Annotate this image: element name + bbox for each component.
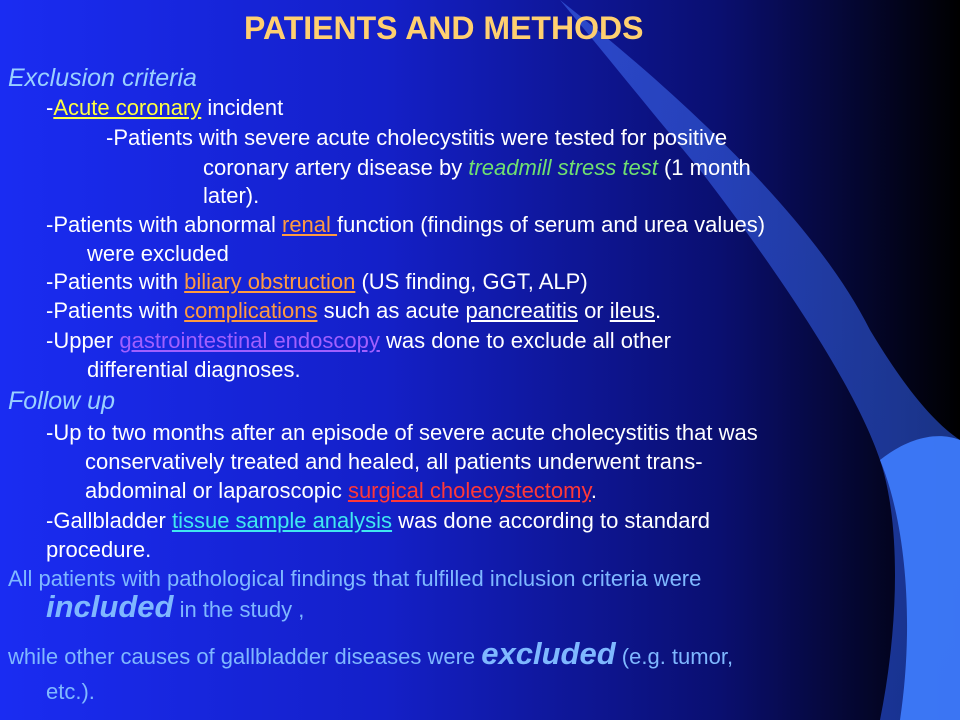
- exclusion-line-7: -Patients with biliary obstruction (US finding, GGT, ALP): [46, 269, 588, 294]
- closing-line-2: included in the study ,: [46, 589, 305, 624]
- closing-line-3: while other causes of gallbladder diseases were excluded (e.g. tumor,: [8, 636, 734, 671]
- followup-line-2: conservatively treated and healed, all patients underwent trans-: [85, 449, 703, 474]
- exclusion-heading: Exclusion criteria: [8, 64, 197, 92]
- slide-title: PATIENTS AND METHODS: [244, 10, 644, 46]
- closing-line-4: etc.).: [46, 679, 95, 704]
- ileus-text: ileus: [609, 298, 655, 323]
- followup-line-1: -Up to two months after an episode of severe acute cholecystitis that was: [46, 420, 758, 445]
- exclusion-line-10: differential diagnoses.: [87, 357, 301, 382]
- exclusion-line-8: -Patients with complications such as acute pancreatitis or ileus.: [46, 298, 662, 323]
- acute-coronary-link[interactable]: Acute coronary: [53, 95, 202, 120]
- complications-link[interactable]: complications: [184, 298, 318, 323]
- exclusion-line-4: later).: [203, 183, 260, 208]
- followup-line-3: abdominal or laparoscopic surgical cholecystectomy.: [85, 478, 597, 503]
- tissue-sample-analysis-link[interactable]: tissue sample analysis: [171, 508, 393, 533]
- decorative-swoosh: [560, 0, 960, 720]
- exclusion-line-5: -Patients with abnormal renal function (findings of serum and urea values): [46, 212, 766, 237]
- exclusion-line-9: -Upper gastrointestinal endoscopy was done to exclude all other: [46, 328, 671, 353]
- renal-link[interactable]: renal: [282, 212, 338, 237]
- included-emphasis: included: [46, 589, 174, 624]
- surgical-cholecystectomy-link[interactable]: surgical cholecystectomy: [347, 478, 591, 503]
- followup-line-4: -Gallbladder tissue sample analysis was done according to standard: [46, 508, 711, 533]
- exclusion-line-6: were excluded: [87, 241, 229, 266]
- followup-line-5: procedure.: [46, 537, 152, 562]
- pancreatitis-text: pancreatitis: [465, 298, 578, 323]
- closing-line-1: All patients with pathological findings that fulfilled inclusion criteria were: [8, 566, 702, 591]
- followup-heading: Follow up: [8, 387, 115, 415]
- exclusion-line-3: coronary artery disease by treadmill stress test (1 month: [203, 155, 751, 180]
- biliary-obstruction-link[interactable]: biliary obstruction: [184, 269, 356, 294]
- treadmill-stress-test-text: treadmill stress test: [468, 155, 658, 180]
- exclusion-line-2: -Patients with severe acute cholecystitis were tested for positive: [106, 125, 728, 150]
- excluded-emphasis: excluded: [481, 636, 616, 671]
- exclusion-line-1: -Acute coronary incident: [46, 95, 284, 120]
- gastrointestinal-endoscopy-link[interactable]: gastrointestinal endoscopy: [119, 328, 380, 353]
